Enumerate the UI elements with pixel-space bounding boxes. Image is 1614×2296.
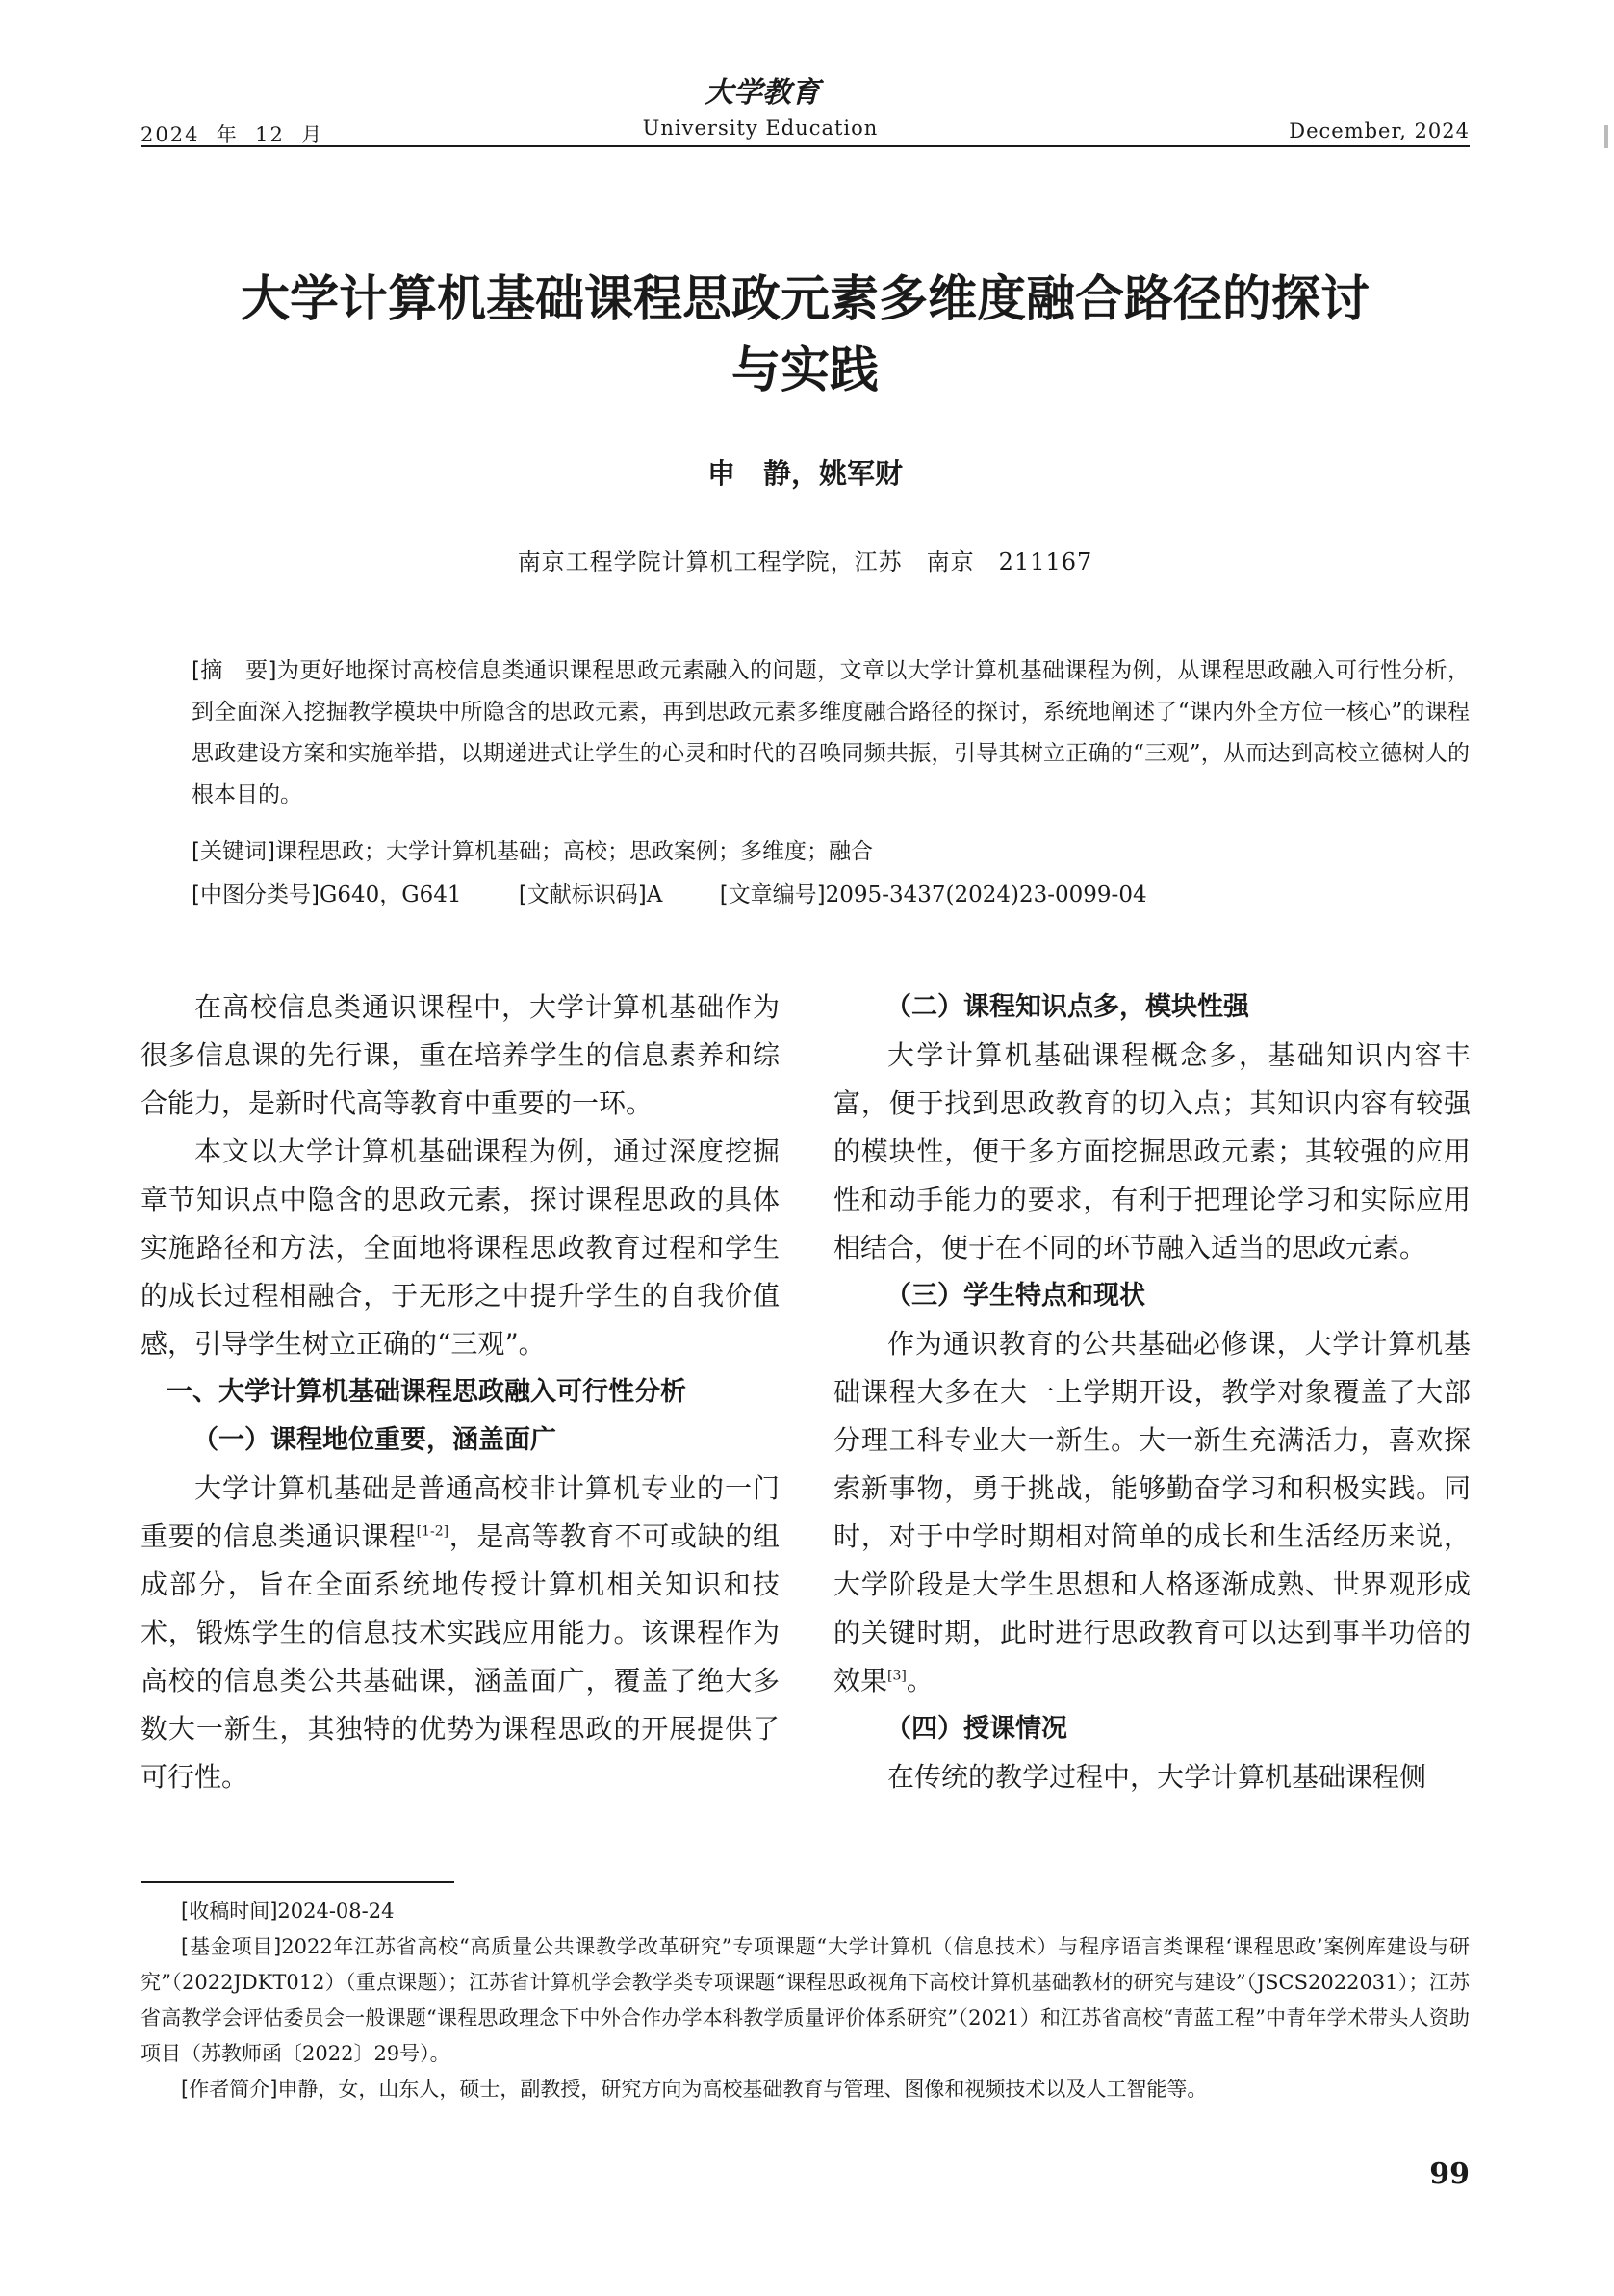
affiliation: 南京工程学院计算机工程学院，江苏 南京 211167 <box>517 548 1093 575</box>
footnote-label: [作者简介] <box>181 2078 278 2101</box>
footnote-rule <box>141 1881 454 1883</box>
classification-line <box>192 877 1470 908</box>
paragraph-text: ，是高等教育不可或缺的组成部分，旨在全面系统地传授计算机相关知识和技术，锻炼学生的信息技术实践应用能力。该课程作为高校的信息类公共基础课，涵盖面广，覆盖了绝大多数大一新生，其独特的优势为课程思政的开展提供了可行性。 <box>141 1520 780 1793</box>
subsection-heading-4: （四）授课情况 <box>885 1714 1067 1744</box>
keywords-label: [关键词] <box>192 839 275 864</box>
page-number: 99 <box>1429 2157 1470 2191</box>
section-heading-1: 一、大学计算机基础课程思政融入可行性分析 <box>167 1377 686 1407</box>
abstract-label: [摘 要] <box>192 658 277 683</box>
clc-value: G640，G641 <box>319 882 462 907</box>
page-edge-mark <box>1604 125 1608 148</box>
footnote-label: [基金项目] <box>181 1935 282 1958</box>
article-number-label: [文章编号] <box>719 882 826 907</box>
footnote-text: 申静，女，山东人，硕士，副教授，研究方向为高校基础教育与管理、图像和视频技术以及人工智能等。 <box>277 2078 1208 2101</box>
title-line-2: 与实践 <box>730 343 879 399</box>
footnote-text: 2022年江苏省高校“高质量公共课教学改革研究”专项课题“大学计算机（信息技术）与程序语言类课程‘课程思政’案例库建设与研究”（2022JDKT012）（重点课题）；江苏省计算机学会教学类专项课题“课程思政视角下高校计算机基础教材的研究与建设”（JSCS2022031）；江苏省高教学会评估委员会一般课题“课程思政理念下中外合作办学本科教学质量评价体系研究”（2021）和江苏省高校“青蓝工程”中青年学术带头人资助项目（苏教师函〔2022〕29号）。 <box>141 1935 1471 2065</box>
doc-code-label: [文献标识码] <box>518 882 647 907</box>
article-number-value: 2095-3437(2024)23-0099-04 <box>825 882 1147 907</box>
paragraph-text: 作为通识教育的公共基础必修课，大学计算机基础课程大多在大一上学期开设，教学对象覆盖了大部分理工科专业大一新生。大一新生充满活力，喜欢探索新事物，勇于挑战，能够勤奋学习和积极实践。同时，对于中学时期相对简单的成长和生活经历来说，大学阶段是大学生思想和人格逐渐成熟、世界观形成的关键时期，此时进行思政教育可以达到事半功倍的效果 <box>833 1328 1471 1696</box>
abstract <box>192 651 1470 816</box>
authors: 申 静，姚军财 <box>706 457 903 490</box>
body-paragraph: 本文以大学计算机基础课程为例，通过深度挖掘章节知识点中隐含的思政元素，探讨课程思政的具体实施路径和方法，全面地将课程思政教育过程和学生的成长过程相融合，于无形之中提升学生的自我价值感，引导学生树立正确的“三观”。 <box>141 1135 780 1360</box>
subsection-heading-1: （一）课程地位重要，涵盖面广 <box>192 1425 556 1455</box>
subsection-heading-3: （三）学生特点和现状 <box>885 1281 1145 1311</box>
subsection-heading-2: （二）课程知识点多，模块性强 <box>885 992 1249 1022</box>
body-left-column <box>141 983 780 1801</box>
footnote-fund <box>141 1929 1470 2072</box>
doc-code-value: A <box>646 882 663 907</box>
header-date-cn: 2024 年 12 月 <box>141 123 324 146</box>
paragraph-text: 。 <box>906 1665 934 1696</box>
header-journal-name: University Education <box>642 116 879 140</box>
paragraph-text: 大学计算机基础是普通高校非计算机专业的一门重要的信息类通识课程 <box>141 1472 780 1552</box>
footnotes <box>141 1894 1470 2107</box>
article-title <box>141 265 1470 407</box>
citation-ref: [1-2] <box>416 1523 449 1540</box>
body-paragraph: 在高校信息类通识课程中，大学计算机基础作为很多信息课的先行课，重在培养学生的信息素养和综合能力，是新时代高等教育中重要的一环。 <box>141 991 780 1119</box>
body-paragraph: 在传统的教学过程中，大学计算机基础课程侧 <box>887 1761 1427 1793</box>
body-paragraph: 大学计算机基础课程概念多，基础知识内容丰富，便于找到思政教育的切入点；其知识内容有较强的模块性，便于多方面挖掘思政元素；其较强的应用性和动手能力的要求，有利于把理论学习和实际应用相结合，便于在不同的环节融入适当的思政元素。 <box>833 1039 1471 1263</box>
header-date-en: December, 2024 <box>1289 119 1470 142</box>
body-paragraph <box>833 1320 1471 1705</box>
footnote-text: 2024-08-24 <box>277 1900 395 1923</box>
footnote-received <box>141 1894 1470 1929</box>
abstract-text: 为更好地探讨高校信息类通识课程思政元素融入的问题，文章以大学计算机基础课程为例，从课程思政融入可行性分析，到全面深入挖掘教学模块中所隐含的思政元素，再到思政元素多维度融合路径的探讨，系统地阐述了“课内外全方位一核心”的课程思政建设方案和实施举措，以期递进式让学生的心灵和时代的召唤同频共振，引导其树立正确的“三观”，从而达到高校立德树人的根本目的。 <box>192 658 1470 807</box>
keywords-text: 课程思政；大学计算机基础；高校；思政案例；多维度；融合 <box>274 839 873 864</box>
footnote-label: [收稿时间] <box>181 1900 278 1923</box>
clc-label: [中图分类号] <box>192 882 320 907</box>
body-paragraph <box>141 1465 780 1801</box>
body-right-column <box>833 983 1471 1801</box>
header-rule <box>141 145 1470 147</box>
citation-ref: [3] <box>887 1668 907 1684</box>
footnote-author <box>141 2072 1470 2107</box>
keywords <box>192 833 873 865</box>
journal-logo <box>685 69 839 112</box>
title-line-1: 大学计算机基础课程思政元素多维度融合路径的探讨 <box>240 271 1370 328</box>
journal-logo-text: 大学教育 <box>705 76 820 110</box>
